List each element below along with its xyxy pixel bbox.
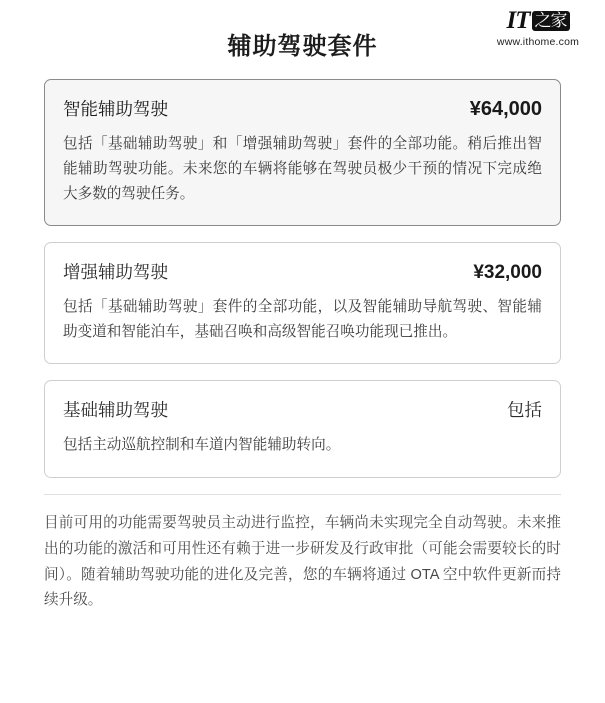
package-header — [63, 96, 542, 121]
package-card-full-self-driving[interactable] — [44, 79, 561, 226]
package-price: ¥64,000 — [469, 98, 542, 120]
page-title: 辅助驾驶套件 — [227, 33, 378, 60]
watermark-url: www.ithome.com — [496, 36, 580, 48]
package-price: ¥32,000 — [473, 262, 542, 284]
package-name: 基础辅助驾驶 — [63, 400, 168, 421]
package-price: 包括 — [507, 400, 542, 421]
package-card-basic-autopilot[interactable] — [44, 380, 561, 477]
disclaimer-text: 目前可用的功能需要驾驶员主动进行监控，车辆尚未实现完全自动驾驶。未来推出的功能的激活和可用性还有赖于进一步研发及行政审批（可能会需要较长的时间）。随着辅助驾驶功能的进化及完善，您的车辆将通过 OTA 空中软件更新而持续升级。 — [44, 494, 561, 615]
package-description: 包括主动巡航控制和车道内智能辅助转向。 — [63, 437, 341, 454]
watermark — [483, 8, 593, 48]
watermark-logo-cn: 之家 — [532, 11, 570, 31]
package-description: 包括「基础辅助驾驶」套件的全部功能，以及智能辅助导航驾驶、智能辅助变道和智能泊车，基础召唤和高级智能召唤功能现已推出。 — [63, 299, 542, 341]
package-name: 智能辅助驾驶 — [63, 99, 168, 119]
package-description: 包括「基础辅助驾驶」和「增强辅助驾驶」套件的全部功能。稍后推出智能辅助驾驶功能。未来您的车辆将能够在驾驶员极少干预的情况下完成绝大多数的驾驶任务。 — [63, 136, 542, 203]
package-list — [44, 79, 561, 478]
package-header — [63, 259, 542, 284]
package-name: 增强辅助驾驶 — [63, 262, 168, 283]
watermark-logo — [483, 8, 593, 33]
watermark-logo-it: IT — [506, 7, 530, 34]
package-card-enhanced-autopilot[interactable] — [44, 242, 561, 364]
package-header — [63, 397, 542, 422]
